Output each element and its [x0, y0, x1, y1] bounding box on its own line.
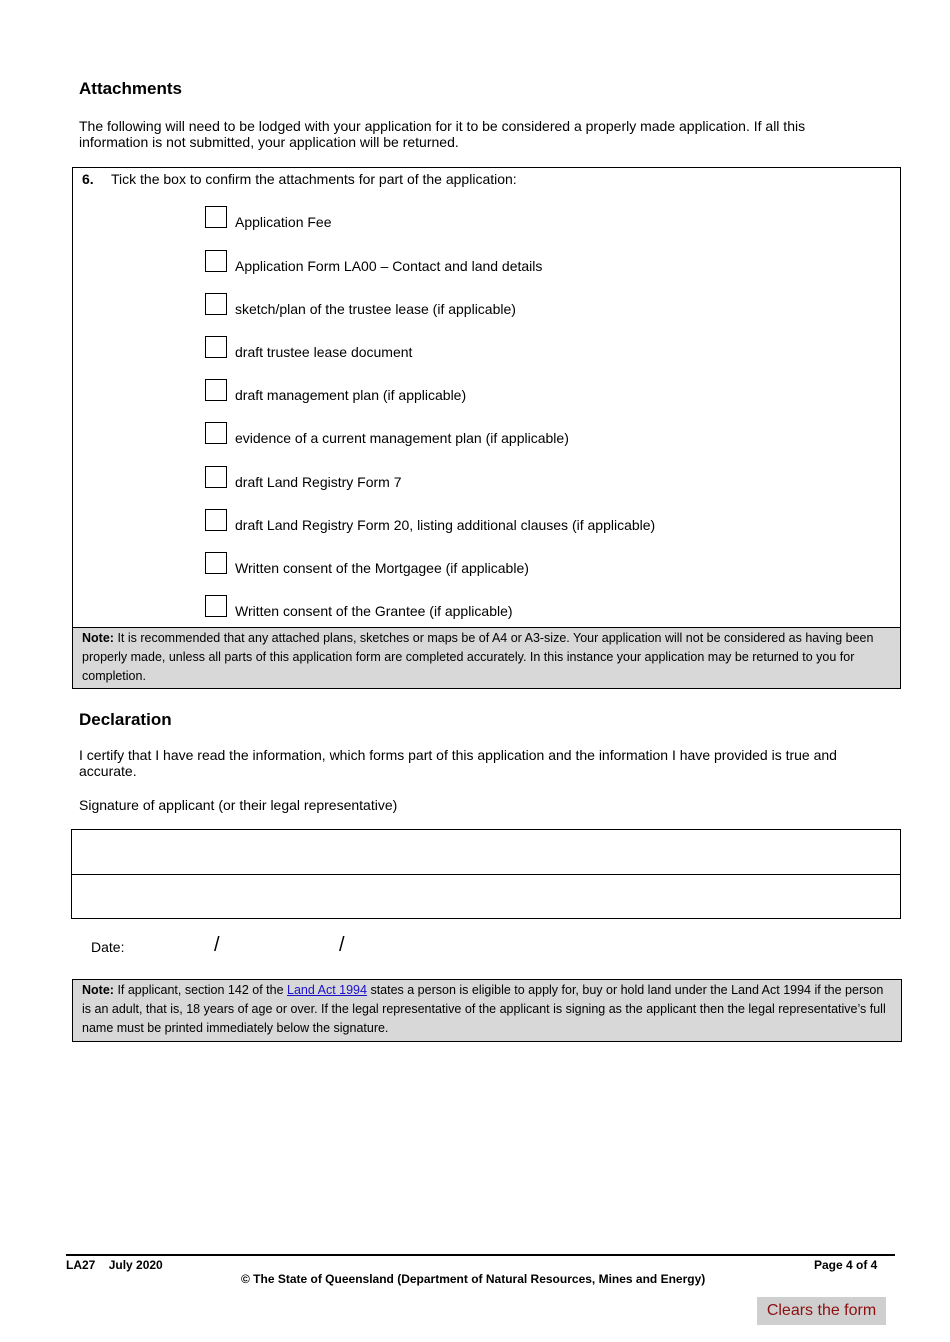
checkbox-form-la00[interactable]: [205, 250, 227, 272]
note-text: If applicant, section 142 of the: [117, 983, 284, 997]
footer-date: July 2020: [108, 1258, 163, 1272]
attachments-heading: Attachments: [79, 79, 182, 98]
question-6: [82, 171, 517, 187]
attachment-label: draft Land Registry Form 20, listing additional clauses (if applicable): [235, 517, 656, 533]
footer-copyright: © The State of Queensland (Department of Natural Resources, Mines and Energy): [241, 1272, 706, 1286]
checkbox-draft-management-plan[interactable]: [205, 379, 227, 401]
declaration-text: I certify that I have read the information, which forms part of this application and the information I have provided is true and accurate.: [79, 747, 837, 779]
checkbox-form-20[interactable]: [205, 509, 227, 531]
note-label: Note:: [82, 631, 114, 645]
declaration-note: [72, 979, 902, 1042]
checkbox-grantee-consent[interactable]: [205, 595, 227, 617]
attachment-label: Written consent of the Mortgagee (if applicable): [235, 560, 529, 576]
attachment-label: draft trustee lease document: [235, 344, 413, 360]
date-separator: /: [214, 934, 220, 956]
attachments-intro: The following will need to be lodged with your application for it to be considered a properly made application. If all this information is not submitted, your application will be returned.: [79, 118, 806, 150]
attachment-label: Application Form LA00 – Contact and land details: [235, 258, 543, 274]
attachment-label: Written consent of the Grantee (if applicable): [235, 603, 513, 619]
question-text: Tick the box to confirm the attachments for part of the application:: [111, 171, 517, 187]
attachment-label: draft management plan (if applicable): [235, 387, 467, 403]
checkbox-mortgagee-consent[interactable]: [205, 552, 227, 574]
signature-name-field[interactable]: [72, 875, 900, 919]
date-month-field[interactable]: [228, 936, 328, 958]
question-number: 6.: [82, 171, 94, 187]
checkbox-draft-lease[interactable]: [205, 336, 227, 358]
checkbox-form-7[interactable]: [205, 466, 227, 488]
signature-field[interactable]: [72, 830, 900, 874]
attachment-label: draft Land Registry Form 7: [235, 474, 402, 490]
date-label: Date:: [91, 939, 125, 955]
checkbox-sketch-plan[interactable]: [205, 293, 227, 315]
clear-form-button[interactable]: Clears the form: [757, 1297, 886, 1325]
attachment-label: sketch/plan of the trustee lease (if applicable): [235, 301, 516, 317]
date-year-field[interactable]: [354, 936, 454, 958]
footer-form-code: LA27: [66, 1258, 96, 1272]
footer-page-number: Page 4 of 4: [814, 1258, 878, 1272]
footer-form-info: [66, 1258, 163, 1272]
declaration-heading: Declaration: [79, 710, 172, 729]
date-separator: /: [339, 934, 345, 956]
footer-divider: [66, 1254, 895, 1256]
note-text: It is recommended that any attached plans, sketches or maps be of A4 or A3-size. Your application will not be considered as having been properly made, unless all parts of this application form are completed accurately. In this instance your application may be returned to you for completion.: [82, 631, 874, 683]
signature-box: [71, 829, 901, 919]
note-label: Note:: [82, 983, 114, 997]
land-act-link[interactable]: Land Act 1994: [287, 983, 367, 997]
note-text: states a person is eligible to apply for, buy or hold land under the Land Act 1994 if the person is an adult, that is, 18 years of age or over. If the legal representative of the applicant is signing as the applicant then the legal representative’s full name must be printed immediately below the signature.: [82, 983, 886, 1035]
attachments-note: [72, 627, 901, 689]
checkbox-current-management-plan[interactable]: [205, 422, 227, 444]
attachment-label: Application Fee: [235, 214, 332, 230]
signature-label: Signature of applicant (or their legal representative): [79, 797, 398, 813]
attachment-label: evidence of a current management plan (if applicable): [235, 430, 569, 446]
attachments-box: [72, 167, 901, 688]
checkbox-application-fee[interactable]: [205, 206, 227, 228]
